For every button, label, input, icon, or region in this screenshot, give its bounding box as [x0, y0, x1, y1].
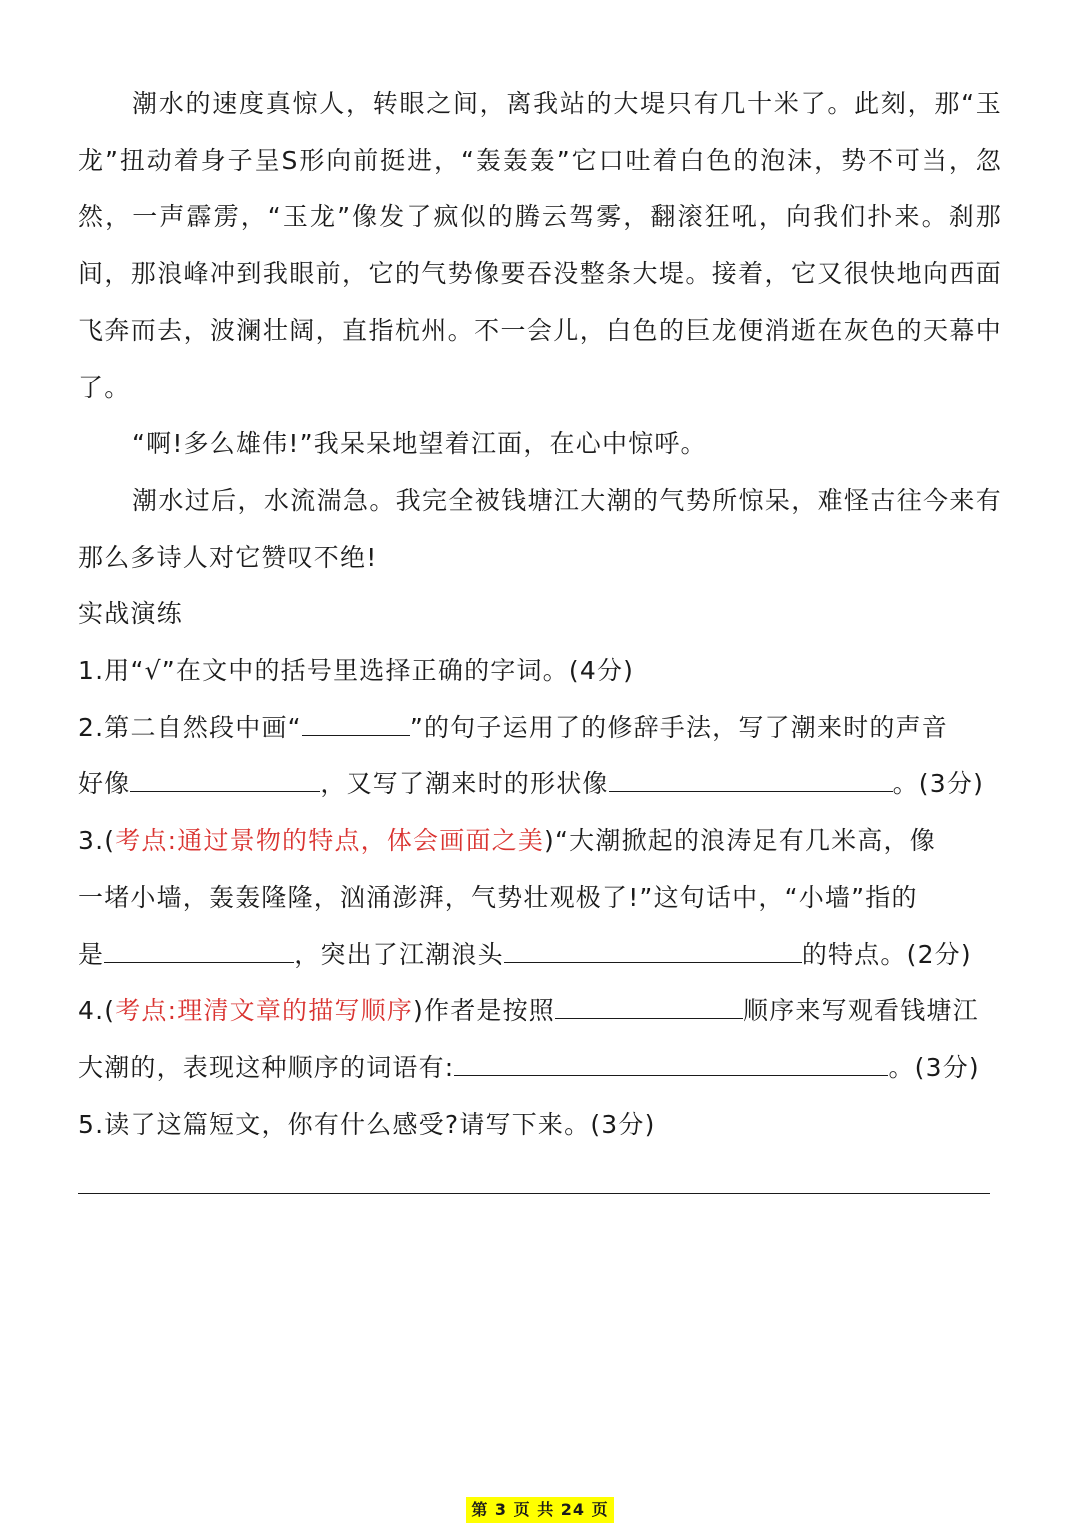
q4-text-d: 大潮的，表现这种顺序的词语有: — [78, 1052, 455, 1082]
question-1: 1.用“√”在文中的括号里选择正确的字词。(4分) — [78, 656, 635, 686]
q2-text-b: ”的句子运用了的修辞手法，写了潮来时的声音 — [409, 712, 948, 742]
q2-blank-underline[interactable] — [302, 705, 410, 736]
section-title: 实战演练 — [78, 599, 183, 629]
question-3 — [78, 813, 1002, 983]
q4-text-c: 顺序来写观看钱塘江 — [743, 996, 979, 1026]
q2-text-c: 好像 — [78, 769, 131, 799]
q5-answer-line[interactable] — [78, 1193, 990, 1194]
q3-text-d: 是 — [78, 939, 105, 969]
q2-blank-shape[interactable] — [609, 761, 893, 792]
q3-blank-feature[interactable] — [504, 932, 802, 963]
q3-text-b: )“大潮掀起的浪涛足有几米高，像 — [544, 826, 936, 856]
q3-text-a: 3.( — [78, 826, 116, 856]
question-4 — [78, 983, 1002, 1096]
passage-paragraph-2: “啊!多么雄伟!”我呆呆地望着江面，在心中惊呼。 — [132, 429, 707, 459]
q3-kaodian: 考点:通过景物的特点，体会画面之美 — [115, 826, 545, 856]
q4-blank-words[interactable] — [454, 1045, 888, 1076]
q4-text-b: )作者是按照 — [413, 996, 556, 1026]
q2-text-a: 2.第二自然段中画“ — [78, 712, 302, 742]
question-5: 5.读了这篇短文，你有什么感受?请写下来。(3分) — [78, 1109, 656, 1139]
q4-blank-order[interactable] — [555, 988, 743, 1019]
page-number-footer: 第 3 页 共 24 页 — [466, 1497, 614, 1523]
worksheet-page — [78, 76, 1002, 1153]
q4-kaodian: 考点:理清文章的描写顺序 — [115, 996, 414, 1026]
q3-text-e: ，突出了江潮浪头 — [294, 939, 504, 969]
q4-text-a: 4.( — [78, 996, 116, 1026]
q3-blank-wall[interactable] — [104, 932, 294, 963]
q4-text-e: 。(3分) — [888, 1052, 980, 1082]
q2-text-e: 。(3分) — [892, 769, 985, 799]
q2-blank-sound[interactable] — [130, 761, 320, 792]
passage-paragraph-3: 潮水过后，水流湍急。我完全被钱塘江大潮的气势所惊呆，难怪古往今来有那么多诗人对它赞叹不绝! — [78, 485, 1002, 572]
q3-text-c: 一堵小墙，轰轰隆隆，汹涌澎湃，气势壮观极了!”这句话中，“小墙”指的 — [78, 882, 918, 912]
q2-text-d: ，又写了潮来时的形状像 — [320, 769, 609, 799]
passage-paragraph-1: 潮水的速度真惊人，转眼之间，离我站的大堤只有几十米了。此刻，那“玉龙”扭动着身子呈S形向前挺进，“轰轰轰”它口吐着白色的泡沫，势不可当，忽然，一声霹雳，“玉龙”像发了疯似的腾云驾雾，翻滚狂吼，向我们扑来。刹那间，那浪峰冲到我眼前，它的气势像要吞没整条大堤。接着，它又很快地向西面飞奔而去，波澜壮阔，直指杭州。不一会儿，白色的巨龙便消逝在灰色的天幕中了。 — [78, 89, 1002, 402]
question-2 — [78, 700, 1002, 813]
q3-text-f: 的特点。(2分) — [801, 939, 972, 969]
